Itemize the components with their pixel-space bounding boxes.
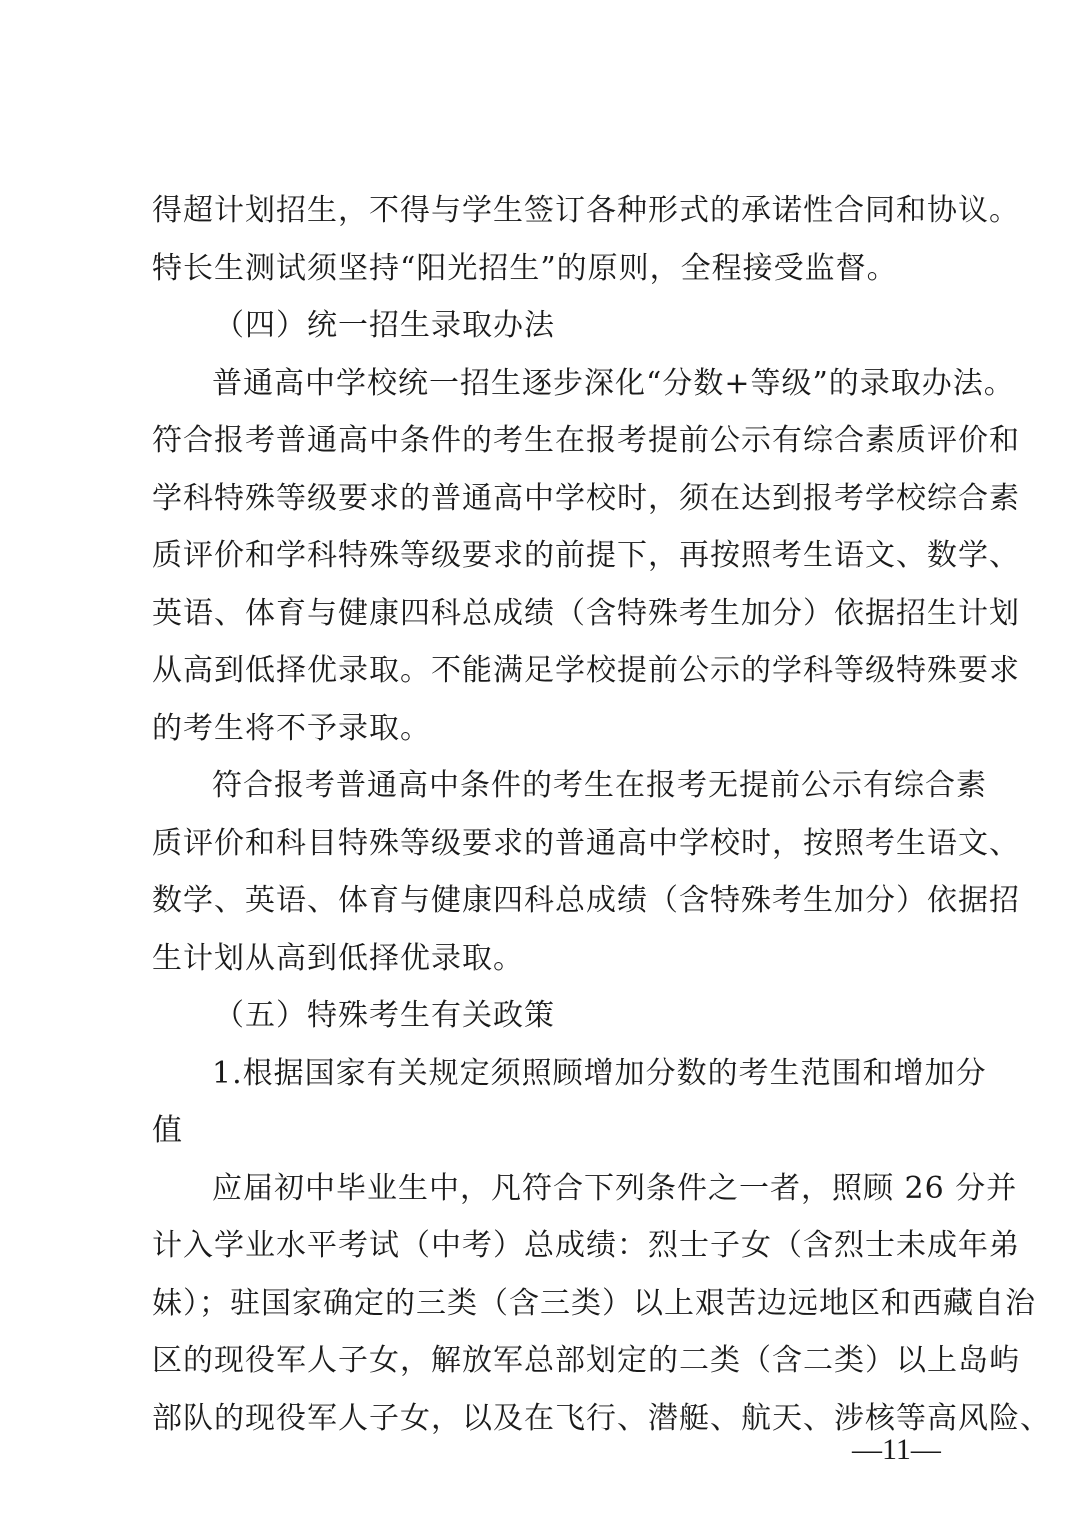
text-line: 普通高中学校统一招生逐步深化“分数+等级”的录取办法。: [212, 365, 1015, 401]
text-line: 学科特殊等级要求的普通高中学校时，须在达到报考学校综合素: [152, 480, 1020, 516]
text-line: 应届初中毕业生中，凡符合下列条件之一者，照顾 26 分并: [212, 1170, 1018, 1206]
section-heading-5: （五）特殊考生有关政策: [214, 998, 555, 1033]
text-line: 符合报考普通高中条件的考生在报考提前公示有综合素质评价和: [152, 423, 1020, 458]
body-text: [152, 182, 1051, 1447]
text-line: 1.根据国家有关规定须照顾增加分数的考生范围和增加分: [212, 1055, 987, 1091]
text-line: 从高到低择优录取。不能满足学校提前公示的学科等级特殊要求: [152, 653, 1020, 688]
text-line: 特长生测试须坚持“阳光招生”的原则，全程接受监督。: [152, 250, 898, 286]
text-line: 妹）；驻国家确定的三类（含三类）以上艰苦边远地区和西藏自治: [152, 1285, 1036, 1321]
text-line: 质评价和学科特殊等级要求的前提下，再按照考生语文、数学、: [152, 538, 1020, 573]
text-line: 生计划从高到低择优录取。: [152, 940, 524, 976]
text-line: 值: [152, 1113, 183, 1148]
text-line: 部队的现役军人子女，以及在飞行、潜艇、航天、涉核等高风险、: [152, 1400, 1051, 1436]
text-line: 得超计划招生，不得与学生签订各种形式的承诺性合同和协议。: [152, 193, 1020, 228]
text-line: 计入学业水平考试（中考）总成绩：烈士子女（含烈士未成年弟: [152, 1228, 1020, 1263]
text-line: 数学、英语、体育与健康四科总成绩（含特殊考生加分）依据招: [152, 883, 1020, 918]
section-heading-4: （四）统一招生录取办法: [214, 308, 555, 343]
page-number: —11—: [852, 1433, 941, 1466]
text-line: 符合报考普通高中条件的考生在报考无提前公示有综合素: [212, 768, 987, 803]
text-line: 质评价和科目特殊等级要求的普通高中学校时，按照考生语文、: [152, 825, 1020, 861]
text-line: 区的现役军人子女，解放军总部划定的二类（含二类）以上岛屿: [152, 1343, 1020, 1378]
text-line: 的考生将不予录取。: [152, 710, 431, 746]
text-line: 英语、体育与健康四科总成绩（含特殊考生加分）依据招生计划: [152, 595, 1020, 631]
